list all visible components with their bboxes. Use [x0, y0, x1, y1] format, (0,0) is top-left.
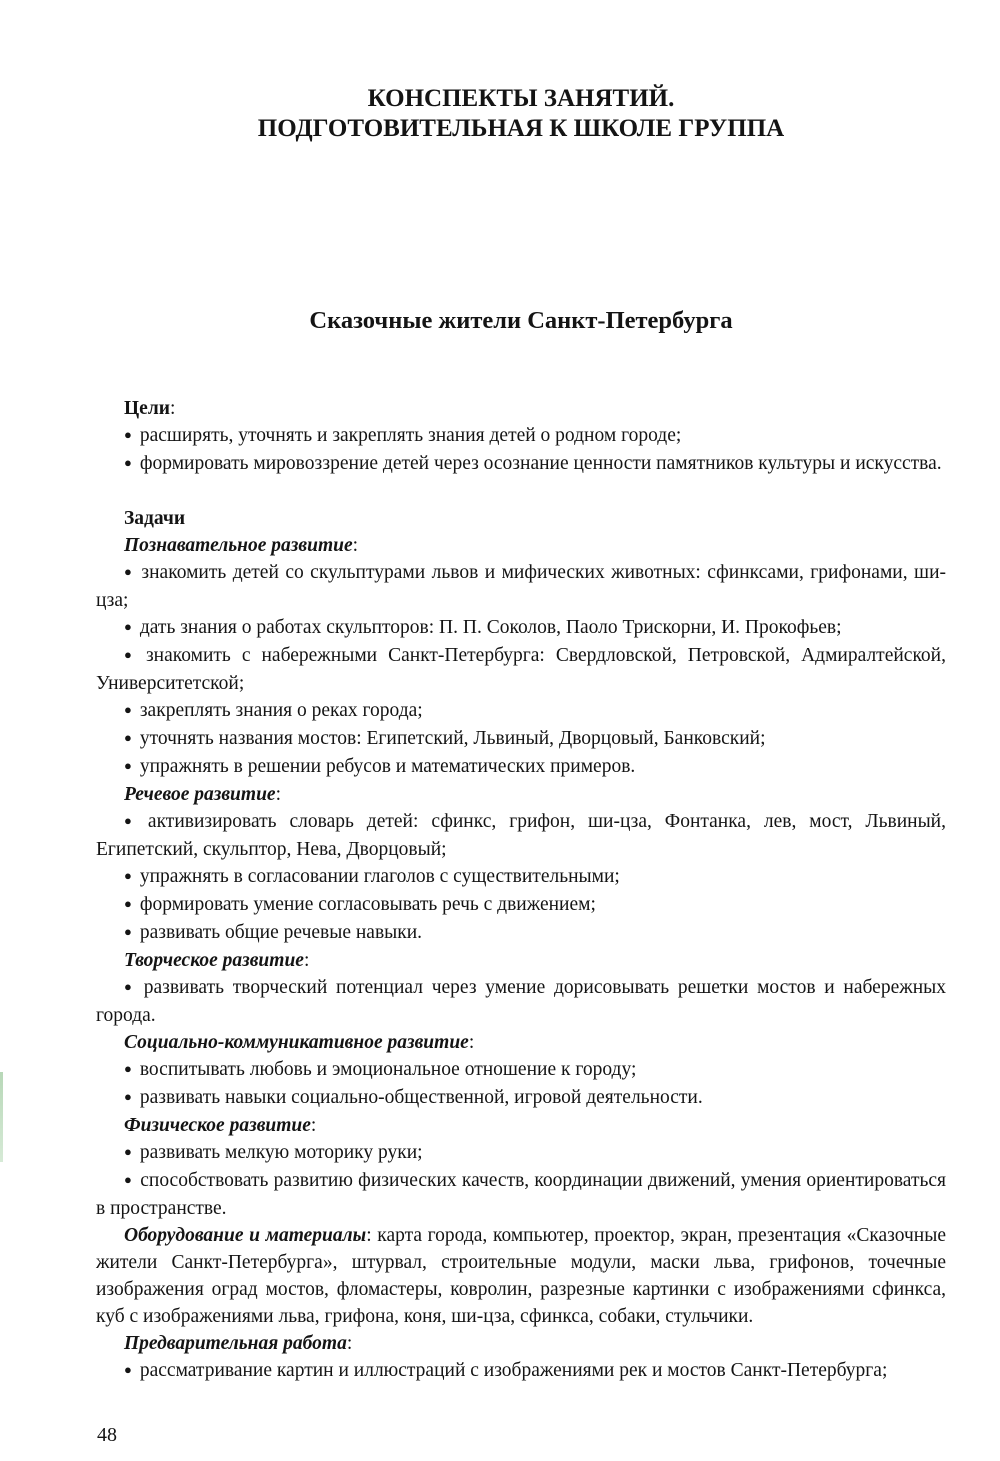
- equipment-paragraph: Оборудование и материалы: карта города, компьютер, проектор, экран, презентация «Сказочные жители Санкт-Петербурга», штурвал, строительные модули, маски льва, грифонов, точечные изображения оград мостов, фломастеры, ковролин, разрезные картинки с изображениями сфинкса, куб с изображениями льва, грифона, коня, ши-цза, сфинкса, собаки, стульчики.: [96, 1225, 946, 1327]
- creative-heading-line: Творческое развитие:: [124, 950, 310, 971]
- goals-item: ● расширять, уточнять и закреплять знания детей о родном городе;: [96, 422, 946, 450]
- social-item: ● развивать навыки социально-общественной, игровой деятельности.: [96, 1084, 946, 1112]
- preliminary-heading: Предварительная работа: [124, 1333, 347, 1354]
- physical-heading-line: Физическое развитие:: [124, 1115, 317, 1136]
- cognitive-item: ● знакомить с набережными Санкт-Петербурга: Свердловской, Петровской, Адмиралтейской, Университетской;: [96, 642, 946, 697]
- speech-item: ● формировать умение согласовывать речь с движением;: [96, 891, 946, 919]
- cognitive-heading-line: Познавательное развитие:: [124, 535, 359, 556]
- page-content: [96, 84, 946, 1385]
- section-title: Сказочные жители Санкт-Петербурга: [309, 307, 733, 334]
- preliminary-item: ● рассматривание картин и иллюстраций с изображениями рек и мостов Санкт-Петербурга;: [96, 1357, 946, 1385]
- speech-item: ● активизировать словарь детей: сфинкс, грифон, ши-цза, Фонтанка, лев, мост, Львиный, Египетский, скульптор, Нева, Дворцовый;: [96, 808, 946, 863]
- social-heading-line: Социально-коммуникативное развитие:: [124, 1032, 475, 1053]
- cognitive-item: ● закреплять знания о реках города;: [96, 697, 946, 725]
- tasks-heading: Задачи: [124, 508, 186, 529]
- speech-item: ● развивать общие речевые навыки.: [96, 919, 946, 947]
- chapter-title-line2: ПОДГОТОВИТЕЛЬНАЯ К ШКОЛЕ ГРУППА: [257, 115, 785, 142]
- chapter-title-line1: КОНСПЕКТЫ ЗАНЯТИЙ.: [367, 85, 675, 112]
- chapter-title: [96, 84, 946, 144]
- cognitive-item: ● дать знания о работах скульпторов: П. П. Соколов, Паоло Трискорни, И. Прокофьев;: [96, 614, 946, 642]
- goals-heading: Цели: [124, 398, 170, 419]
- speech-item: ● упражнять в согласовании глаголов с существительными;: [96, 863, 946, 891]
- creative-heading: Творческое развитие: [124, 950, 304, 971]
- page-number: 48: [97, 1424, 117, 1446]
- cognitive-item: ● упражнять в решении ребусов и математических примеров.: [96, 753, 946, 781]
- speech-heading: Речевое развитие: [124, 784, 276, 805]
- equipment-heading: Оборудование и материалы: [124, 1225, 367, 1246]
- cognitive-heading: Познавательное развитие: [124, 535, 353, 556]
- social-item: ● воспитывать любовь и эмоциональное отношение к городу;: [96, 1056, 946, 1084]
- physical-item: ● развивать мелкую моторику руки;: [96, 1139, 946, 1167]
- equipment-text: карта города, компьютер, проектор, экран, презентация «Сказочные жители Санкт-Петербурга», штурвал, строительные модули, маски льва, грифонов, точечные изображения оград мостов, фломастеры, ковролин, разрезные картинки с изображениями сфинкса, куб с изображениями льва, грифона, коня, ши-цза, сфинкса, собаки, стульчики.: [96, 1225, 946, 1327]
- speech-heading-line: Речевое развитие:: [124, 784, 281, 805]
- physical-heading: Физическое развитие: [124, 1115, 311, 1136]
- preliminary-heading-line: Предварительная работа:: [124, 1333, 353, 1354]
- physical-item: ● способствовать развитию физических качеств, координации движений, умения ориентироваться в пространстве.: [96, 1167, 946, 1222]
- scan-margin-mark: [0, 1072, 3, 1162]
- document-body: [96, 395, 946, 1385]
- social-heading: Социально-коммуникативное развитие: [124, 1032, 469, 1053]
- tasks-heading-line: [96, 505, 946, 532]
- goals-heading-line: Цели:: [124, 398, 176, 419]
- creative-item: ● развивать творческий потенциал через умение дорисовывать решетки мостов и набережных города.: [96, 974, 946, 1029]
- cognitive-item: ● знакомить детей со скульптурами львов и мифических животных: сфинксами, грифонами, ши-цза;: [96, 559, 946, 614]
- cognitive-item: ● уточнять названия мостов: Египетский, Львиный, Дворцовый, Банковский;: [96, 725, 946, 753]
- goals-item: ● формировать мировоззрение детей через осознание ценности памятников культуры и искусства.: [96, 450, 946, 478]
